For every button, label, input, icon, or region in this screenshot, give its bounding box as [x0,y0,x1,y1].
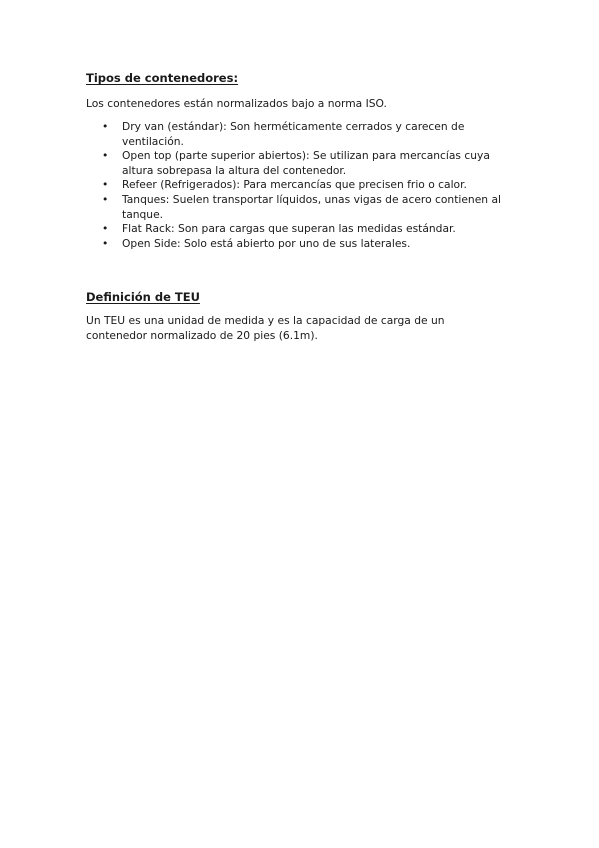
bullet-icon: • [102,222,109,236]
bullet-icon: • [102,149,109,163]
list-item-text: Tanques: Suelen transportar líquidos, unas vigas de acero contienen al tanque. [122,192,501,221]
list-item-text: Dry van (estándar): Son herméticamente cerrados y carecen de ventilación. [122,120,465,148]
bullet-icon: • [102,120,109,133]
list-item-dry-van [86,120,516,149]
list-item-tanques [86,193,516,222]
list-item-text: Flat Rack: Son para cargas que superan las medidas estándar. [122,222,456,236]
list-item-refeer [86,178,516,193]
bullet-icon: • [102,178,109,192]
section-heading-teu: Definición de TEU [86,290,200,304]
list-item-text: Refeer (Refrigerados): Para mercancías que precisen frio o calor. [122,178,467,192]
list-item-open-side [86,237,516,252]
list-item-text: Open top (parte superior abiertos): Se utilizan para mercancías cuya altura sobrepasa la altura del contenedor. [122,149,490,177]
list-item-open-top [86,149,516,178]
intro-paragraph: Los contenedores están normalizados bajo a norma ISO. [86,97,387,110]
teu-definition-paragraph: Un TEU es una unidad de medida y es la capacidad de carga de un contenedor normalizado de 20 pies (6.1m). [86,314,445,342]
bullet-icon: • [102,236,109,250]
bullet-icon: • [102,192,109,206]
section-heading-container-types: Tipos de contenedores: [86,71,239,85]
list-item-text: Open Side: Solo está abierto por uno de sus laterales. [122,236,411,250]
list-item-flat-rack [86,222,516,237]
container-types-list [86,120,516,251]
